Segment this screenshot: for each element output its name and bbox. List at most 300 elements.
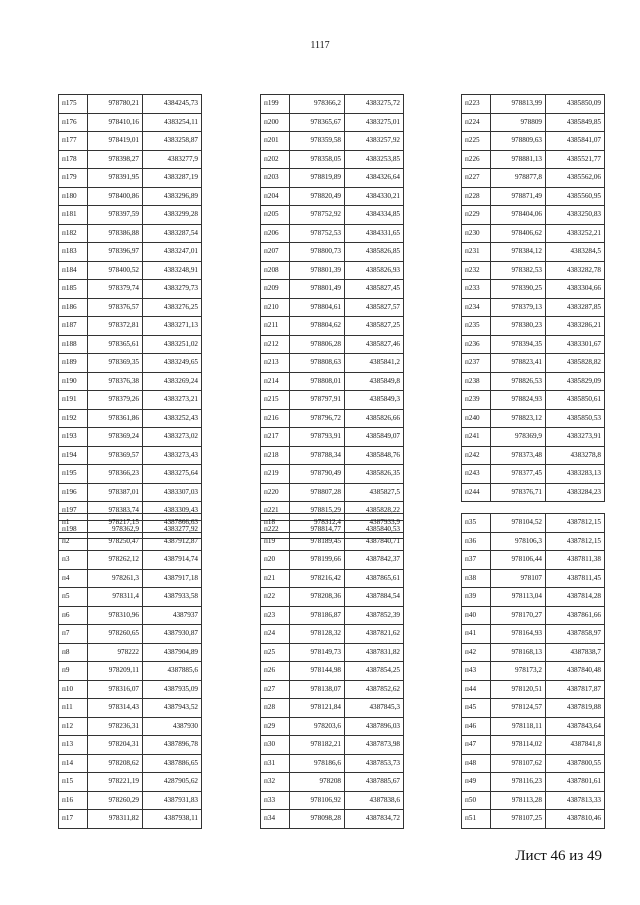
y-coordinate-cell: 4385848,76 bbox=[345, 446, 404, 465]
y-coordinate-cell: 4387885,6 bbox=[143, 662, 202, 681]
y-coordinate-cell: 4383279,73 bbox=[143, 280, 202, 299]
x-coordinate-cell: 978369,57 bbox=[88, 446, 143, 465]
x-coordinate-cell: 978250,47 bbox=[88, 532, 143, 551]
x-coordinate-cell: 978208,62 bbox=[88, 754, 143, 773]
coordinates-table-6 bbox=[461, 513, 605, 829]
point-id-cell: п210 bbox=[261, 298, 290, 317]
y-coordinate-cell: 4383287,54 bbox=[143, 224, 202, 243]
point-id-cell: п12 bbox=[59, 717, 88, 736]
point-id-cell: п28 bbox=[261, 699, 290, 718]
y-coordinate-cell: 4383271,13 bbox=[143, 317, 202, 336]
y-coordinate-cell: 4383277,9 bbox=[143, 150, 202, 169]
y-coordinate-cell: 4383254,11 bbox=[143, 113, 202, 132]
table-row bbox=[462, 113, 605, 132]
y-coordinate-cell: 4387811,45 bbox=[546, 569, 605, 588]
table-row bbox=[59, 150, 202, 169]
y-coordinate-cell: 4385849,3 bbox=[345, 391, 404, 410]
y-coordinate-cell: 4385841,07 bbox=[546, 132, 605, 151]
table-row bbox=[261, 354, 404, 373]
x-coordinate-cell: 978780,21 bbox=[88, 95, 143, 114]
point-id-cell: п10 bbox=[59, 680, 88, 699]
point-id-cell: п240 bbox=[462, 409, 491, 428]
y-coordinate-cell: 4387884,54 bbox=[345, 588, 404, 607]
x-coordinate-cell: 978801,39 bbox=[290, 261, 345, 280]
table-row bbox=[462, 206, 605, 225]
x-coordinate-cell: 978208 bbox=[290, 773, 345, 792]
table-row bbox=[59, 483, 202, 502]
point-id-cell: п241 bbox=[462, 428, 491, 447]
x-coordinate-cell: 978804,61 bbox=[290, 298, 345, 317]
x-coordinate-cell: 978260,65 bbox=[88, 625, 143, 644]
point-id-cell: п46 bbox=[462, 717, 491, 736]
point-id-cell: п236 bbox=[462, 335, 491, 354]
y-coordinate-cell: 4385826,85 bbox=[345, 243, 404, 262]
y-coordinate-cell: 4383249,65 bbox=[143, 354, 202, 373]
table-row bbox=[59, 643, 202, 662]
y-coordinate-cell: 4387933,58 bbox=[143, 588, 202, 607]
table-row bbox=[261, 113, 404, 132]
y-coordinate-cell: 4387917,18 bbox=[143, 569, 202, 588]
table-row bbox=[261, 428, 404, 447]
table-row bbox=[261, 699, 404, 718]
x-coordinate-cell: 978107,25 bbox=[491, 810, 546, 829]
coordinates-table-3 bbox=[461, 94, 605, 502]
x-coordinate-cell: 978397,59 bbox=[88, 206, 143, 225]
table-row bbox=[261, 95, 404, 114]
table-row bbox=[462, 298, 605, 317]
x-coordinate-cell: 978394,35 bbox=[491, 335, 546, 354]
x-coordinate-cell: 978386,88 bbox=[88, 224, 143, 243]
y-coordinate-cell: 4385521,77 bbox=[546, 150, 605, 169]
point-id-cell: п179 bbox=[59, 169, 88, 188]
point-id-cell: п180 bbox=[59, 187, 88, 206]
table-row bbox=[59, 717, 202, 736]
table-row bbox=[59, 206, 202, 225]
y-coordinate-cell: 4383273,21 bbox=[143, 391, 202, 410]
table-row bbox=[462, 187, 605, 206]
point-id-cell: п178 bbox=[59, 150, 88, 169]
table-row bbox=[59, 187, 202, 206]
point-id-cell: п182 bbox=[59, 224, 88, 243]
y-coordinate-cell: 4383269,24 bbox=[143, 372, 202, 391]
y-coordinate-cell: 4383296,89 bbox=[143, 187, 202, 206]
y-coordinate-cell: 4383247,01 bbox=[143, 243, 202, 262]
x-coordinate-cell: 978170,27 bbox=[491, 606, 546, 625]
table-row bbox=[261, 224, 404, 243]
point-id-cell: п4 bbox=[59, 569, 88, 588]
x-coordinate-cell: 978182,21 bbox=[290, 736, 345, 755]
table-row bbox=[59, 532, 202, 551]
point-id-cell: п195 bbox=[59, 465, 88, 484]
table-row bbox=[59, 791, 202, 810]
table-row bbox=[261, 409, 404, 428]
point-id-cell: п209 bbox=[261, 280, 290, 299]
y-coordinate-cell: 4387866,63 bbox=[143, 514, 202, 533]
point-id-cell: п244 bbox=[462, 483, 491, 502]
x-coordinate-cell: 978369,24 bbox=[88, 428, 143, 447]
point-id-cell: п234 bbox=[462, 298, 491, 317]
y-coordinate-cell: 4387931,83 bbox=[143, 791, 202, 810]
table-row bbox=[261, 736, 404, 755]
x-coordinate-cell: 978814,77 bbox=[290, 520, 345, 539]
point-id-cell: п44 bbox=[462, 680, 491, 699]
table-row bbox=[59, 298, 202, 317]
x-coordinate-cell: 978113,04 bbox=[491, 588, 546, 607]
y-coordinate-cell: 4383248,91 bbox=[143, 261, 202, 280]
x-coordinate-cell: 978788,34 bbox=[290, 446, 345, 465]
x-coordinate-cell: 978819,89 bbox=[290, 169, 345, 188]
table-row bbox=[261, 532, 404, 551]
point-id-cell: п239 bbox=[462, 391, 491, 410]
point-id-cell: п212 bbox=[261, 335, 290, 354]
table-row bbox=[261, 391, 404, 410]
table-row bbox=[462, 532, 605, 551]
y-coordinate-cell: 4383276,25 bbox=[143, 298, 202, 317]
x-coordinate-cell: 978106,92 bbox=[290, 791, 345, 810]
x-coordinate-cell: 978098,28 bbox=[290, 810, 345, 829]
table-row bbox=[462, 791, 605, 810]
point-id-cell: п17 bbox=[59, 810, 88, 829]
x-coordinate-cell: 978366,2 bbox=[290, 95, 345, 114]
x-coordinate-cell: 978106,44 bbox=[491, 551, 546, 570]
point-id-cell: п198 bbox=[59, 520, 88, 539]
y-coordinate-cell: 4385826,66 bbox=[345, 409, 404, 428]
table-row bbox=[261, 810, 404, 829]
point-id-cell: п175 bbox=[59, 95, 88, 114]
point-id-cell: п15 bbox=[59, 773, 88, 792]
coordinates-table-2 bbox=[260, 94, 404, 539]
point-id-cell: п13 bbox=[59, 736, 88, 755]
x-coordinate-cell: 978107,62 bbox=[491, 754, 546, 773]
point-id-cell: п197 bbox=[59, 502, 88, 521]
point-id-cell: п222 bbox=[261, 520, 290, 539]
point-id-cell: п232 bbox=[462, 261, 491, 280]
point-id-cell: п8 bbox=[59, 643, 88, 662]
y-coordinate-cell: 4384245,73 bbox=[143, 95, 202, 114]
x-coordinate-cell: 978128,32 bbox=[290, 625, 345, 644]
table-row bbox=[462, 372, 605, 391]
x-coordinate-cell: 978372,81 bbox=[88, 317, 143, 336]
y-coordinate-cell: 4385828,82 bbox=[546, 354, 605, 373]
point-id-cell: п22 bbox=[261, 588, 290, 607]
y-coordinate-cell: 4385827,45 bbox=[345, 280, 404, 299]
y-coordinate-cell: 4387930 bbox=[143, 717, 202, 736]
y-coordinate-cell: 4385849,85 bbox=[546, 113, 605, 132]
table-row bbox=[59, 132, 202, 151]
table-row bbox=[462, 754, 605, 773]
x-coordinate-cell: 978310,96 bbox=[88, 606, 143, 625]
table-row bbox=[462, 446, 605, 465]
table-row bbox=[462, 717, 605, 736]
point-id-cell: п207 bbox=[261, 243, 290, 262]
y-coordinate-cell: 4387938,11 bbox=[143, 810, 202, 829]
table-row bbox=[462, 132, 605, 151]
y-coordinate-cell: 4383304,66 bbox=[546, 280, 605, 299]
point-id-cell: п199 bbox=[261, 95, 290, 114]
y-coordinate-cell: 4383284,23 bbox=[546, 483, 605, 502]
table-row bbox=[462, 551, 605, 570]
table-row bbox=[59, 588, 202, 607]
table-row bbox=[462, 150, 605, 169]
x-coordinate-cell: 978376,38 bbox=[88, 372, 143, 391]
y-coordinate-cell: 4287905,62 bbox=[143, 773, 202, 792]
table-row bbox=[261, 662, 404, 681]
point-id-cell: п176 bbox=[59, 113, 88, 132]
table-row bbox=[462, 514, 605, 533]
table-row bbox=[261, 243, 404, 262]
point-id-cell: п29 bbox=[261, 717, 290, 736]
y-coordinate-cell: 4387914,74 bbox=[143, 551, 202, 570]
table-row bbox=[261, 754, 404, 773]
x-coordinate-cell: 978369,35 bbox=[88, 354, 143, 373]
point-id-cell: п5 bbox=[59, 588, 88, 607]
point-id-cell: п2 bbox=[59, 532, 88, 551]
x-coordinate-cell: 978365,61 bbox=[88, 335, 143, 354]
point-id-cell: п43 bbox=[462, 662, 491, 681]
y-coordinate-cell: 4387854,25 bbox=[345, 662, 404, 681]
y-coordinate-cell: 4383275,72 bbox=[345, 95, 404, 114]
y-coordinate-cell: 4383278,8 bbox=[546, 446, 605, 465]
point-id-cell: п224 bbox=[462, 113, 491, 132]
table-row bbox=[261, 335, 404, 354]
point-id-cell: п37 bbox=[462, 551, 491, 570]
table-row bbox=[59, 391, 202, 410]
x-coordinate-cell: 978400,52 bbox=[88, 261, 143, 280]
point-id-cell: п177 bbox=[59, 132, 88, 151]
table-row bbox=[59, 662, 202, 681]
point-id-cell: п218 bbox=[261, 446, 290, 465]
point-id-cell: п227 bbox=[462, 169, 491, 188]
x-coordinate-cell: 978390,25 bbox=[491, 280, 546, 299]
point-id-cell: п186 bbox=[59, 298, 88, 317]
table-row bbox=[59, 372, 202, 391]
point-id-cell: п27 bbox=[261, 680, 290, 699]
point-id-cell: п220 bbox=[261, 483, 290, 502]
x-coordinate-cell: 978312,4 bbox=[290, 514, 345, 533]
x-coordinate-cell: 978820,49 bbox=[290, 187, 345, 206]
point-id-cell: п213 bbox=[261, 354, 290, 373]
table-row bbox=[261, 625, 404, 644]
x-coordinate-cell: 978204,31 bbox=[88, 736, 143, 755]
y-coordinate-cell: 4387841,8 bbox=[546, 736, 605, 755]
point-id-cell: п51 bbox=[462, 810, 491, 829]
x-coordinate-cell: 978800,73 bbox=[290, 243, 345, 262]
x-coordinate-cell: 978379,74 bbox=[88, 280, 143, 299]
point-id-cell: п11 bbox=[59, 699, 88, 718]
y-coordinate-cell: 4387843,64 bbox=[546, 717, 605, 736]
point-id-cell: п26 bbox=[261, 662, 290, 681]
x-coordinate-cell: 978314,43 bbox=[88, 699, 143, 718]
x-coordinate-cell: 978406,62 bbox=[491, 224, 546, 243]
point-id-cell: п3 bbox=[59, 551, 88, 570]
x-coordinate-cell: 978365,67 bbox=[290, 113, 345, 132]
x-coordinate-cell: 978113,28 bbox=[491, 791, 546, 810]
point-id-cell: п192 bbox=[59, 409, 88, 428]
point-id-cell: п193 bbox=[59, 428, 88, 447]
point-id-cell: п42 bbox=[462, 643, 491, 662]
point-id-cell: п34 bbox=[261, 810, 290, 829]
x-coordinate-cell: 978144,98 bbox=[290, 662, 345, 681]
y-coordinate-cell: 4387817,87 bbox=[546, 680, 605, 699]
x-coordinate-cell: 978199,66 bbox=[290, 551, 345, 570]
table-row bbox=[261, 169, 404, 188]
x-coordinate-cell: 978104,52 bbox=[491, 514, 546, 533]
point-id-cell: п39 bbox=[462, 588, 491, 607]
x-coordinate-cell: 978793,91 bbox=[290, 428, 345, 447]
x-coordinate-cell: 978752,92 bbox=[290, 206, 345, 225]
y-coordinate-cell: 4383275,01 bbox=[345, 113, 404, 132]
y-coordinate-cell: 4385849,8 bbox=[345, 372, 404, 391]
table-row bbox=[59, 465, 202, 484]
y-coordinate-cell: 4384326,64 bbox=[345, 169, 404, 188]
table-row bbox=[59, 625, 202, 644]
x-coordinate-cell: 978807,28 bbox=[290, 483, 345, 502]
point-id-cell: п41 bbox=[462, 625, 491, 644]
x-coordinate-cell: 978823,12 bbox=[491, 409, 546, 428]
y-coordinate-cell: 4384331,65 bbox=[345, 224, 404, 243]
y-coordinate-cell: 4385826,35 bbox=[345, 465, 404, 484]
y-coordinate-cell: 4387814,28 bbox=[546, 588, 605, 607]
point-id-cell: п226 bbox=[462, 150, 491, 169]
point-id-cell: п204 bbox=[261, 187, 290, 206]
x-coordinate-cell: 978804,62 bbox=[290, 317, 345, 336]
x-coordinate-cell: 978419,01 bbox=[88, 132, 143, 151]
table-row bbox=[462, 588, 605, 607]
y-coordinate-cell: 4387811,38 bbox=[546, 551, 605, 570]
table-row bbox=[59, 409, 202, 428]
point-id-cell: п183 bbox=[59, 243, 88, 262]
y-coordinate-cell: 4387852,62 bbox=[345, 680, 404, 699]
point-id-cell: п216 bbox=[261, 409, 290, 428]
y-coordinate-cell: 4383275,64 bbox=[143, 465, 202, 484]
y-coordinate-cell: 4387935,09 bbox=[143, 680, 202, 699]
point-id-cell: п40 bbox=[462, 606, 491, 625]
x-coordinate-cell: 978366,23 bbox=[88, 465, 143, 484]
y-coordinate-cell: 4385827,5 bbox=[345, 483, 404, 502]
point-id-cell: п184 bbox=[59, 261, 88, 280]
y-coordinate-cell: 4383277,92 bbox=[143, 520, 202, 539]
y-coordinate-cell: 4383283,13 bbox=[546, 465, 605, 484]
x-coordinate-cell: 978383,74 bbox=[88, 502, 143, 521]
point-id-cell: п237 bbox=[462, 354, 491, 373]
table-row bbox=[261, 588, 404, 607]
y-coordinate-cell: 4387812,15 bbox=[546, 532, 605, 551]
x-coordinate-cell: 978138,07 bbox=[290, 680, 345, 699]
table-row bbox=[462, 280, 605, 299]
x-coordinate-cell: 978808,63 bbox=[290, 354, 345, 373]
point-id-cell: п202 bbox=[261, 150, 290, 169]
x-coordinate-cell: 978359,58 bbox=[290, 132, 345, 151]
point-id-cell: п33 bbox=[261, 791, 290, 810]
table-row bbox=[261, 261, 404, 280]
point-id-cell: п36 bbox=[462, 532, 491, 551]
point-id-cell: п233 bbox=[462, 280, 491, 299]
table-row bbox=[59, 95, 202, 114]
table-row bbox=[261, 280, 404, 299]
y-coordinate-cell: 4383307,03 bbox=[143, 483, 202, 502]
point-id-cell: п205 bbox=[261, 206, 290, 225]
table-row bbox=[59, 514, 202, 533]
point-id-cell: п25 bbox=[261, 643, 290, 662]
x-coordinate-cell: 978391,95 bbox=[88, 169, 143, 188]
x-coordinate-cell: 978881,13 bbox=[491, 150, 546, 169]
table-row bbox=[462, 736, 605, 755]
x-coordinate-cell: 978369,9 bbox=[491, 428, 546, 447]
x-coordinate-cell: 978311,82 bbox=[88, 810, 143, 829]
table-row bbox=[261, 680, 404, 699]
x-coordinate-cell: 978316,07 bbox=[88, 680, 143, 699]
table-row bbox=[261, 606, 404, 625]
table-row bbox=[462, 409, 605, 428]
x-coordinate-cell: 978373,48 bbox=[491, 446, 546, 465]
y-coordinate-cell: 4385826,93 bbox=[345, 261, 404, 280]
table-row bbox=[462, 335, 605, 354]
x-coordinate-cell: 978164,93 bbox=[491, 625, 546, 644]
y-coordinate-cell: 4387813,33 bbox=[546, 791, 605, 810]
table-row bbox=[261, 465, 404, 484]
table-row bbox=[462, 391, 605, 410]
x-coordinate-cell: 978404,06 bbox=[491, 206, 546, 225]
point-id-cell: п217 bbox=[261, 428, 290, 447]
table-row bbox=[462, 224, 605, 243]
point-id-cell: п31 bbox=[261, 754, 290, 773]
point-id-cell: п201 bbox=[261, 132, 290, 151]
table-row bbox=[462, 465, 605, 484]
point-id-cell: п19 bbox=[261, 532, 290, 551]
table-row bbox=[59, 113, 202, 132]
x-coordinate-cell: 978380,23 bbox=[491, 317, 546, 336]
point-id-cell: п223 bbox=[462, 95, 491, 114]
y-coordinate-cell: 4387838,7 bbox=[546, 643, 605, 662]
table-row bbox=[462, 169, 605, 188]
x-coordinate-cell: 978806,28 bbox=[290, 335, 345, 354]
y-coordinate-cell: 4385827,57 bbox=[345, 298, 404, 317]
point-id-cell: п228 bbox=[462, 187, 491, 206]
y-coordinate-cell: 4387834,72 bbox=[345, 810, 404, 829]
point-id-cell: п225 bbox=[462, 132, 491, 151]
point-id-cell: п203 bbox=[261, 169, 290, 188]
y-coordinate-cell: 4385827,25 bbox=[345, 317, 404, 336]
x-coordinate-cell: 978790,49 bbox=[290, 465, 345, 484]
point-id-cell: п238 bbox=[462, 372, 491, 391]
point-id-cell: п50 bbox=[462, 791, 491, 810]
point-id-cell: п230 bbox=[462, 224, 491, 243]
point-id-cell: п49 bbox=[462, 773, 491, 792]
y-coordinate-cell: 4387904,89 bbox=[143, 643, 202, 662]
y-coordinate-cell: 4383282,78 bbox=[546, 261, 605, 280]
table-row bbox=[462, 699, 605, 718]
table-row bbox=[59, 699, 202, 718]
point-id-cell: п196 bbox=[59, 483, 88, 502]
point-id-cell: п32 bbox=[261, 773, 290, 792]
x-coordinate-cell: 978379,13 bbox=[491, 298, 546, 317]
y-coordinate-cell: 4387943,52 bbox=[143, 699, 202, 718]
table-row bbox=[261, 514, 404, 533]
y-coordinate-cell: 4387842,37 bbox=[345, 551, 404, 570]
table-row bbox=[59, 810, 202, 829]
point-id-cell: п14 bbox=[59, 754, 88, 773]
y-coordinate-cell: 4383287,85 bbox=[546, 298, 605, 317]
point-id-cell: п187 bbox=[59, 317, 88, 336]
x-coordinate-cell: 978815,29 bbox=[290, 502, 345, 521]
point-id-cell: п47 bbox=[462, 736, 491, 755]
y-coordinate-cell: 4383284,5 bbox=[546, 243, 605, 262]
x-coordinate-cell: 978149,73 bbox=[290, 643, 345, 662]
point-id-cell: п215 bbox=[261, 391, 290, 410]
x-coordinate-cell: 978361,86 bbox=[88, 409, 143, 428]
point-id-cell: п7 bbox=[59, 625, 88, 644]
x-coordinate-cell: 978376,71 bbox=[491, 483, 546, 502]
